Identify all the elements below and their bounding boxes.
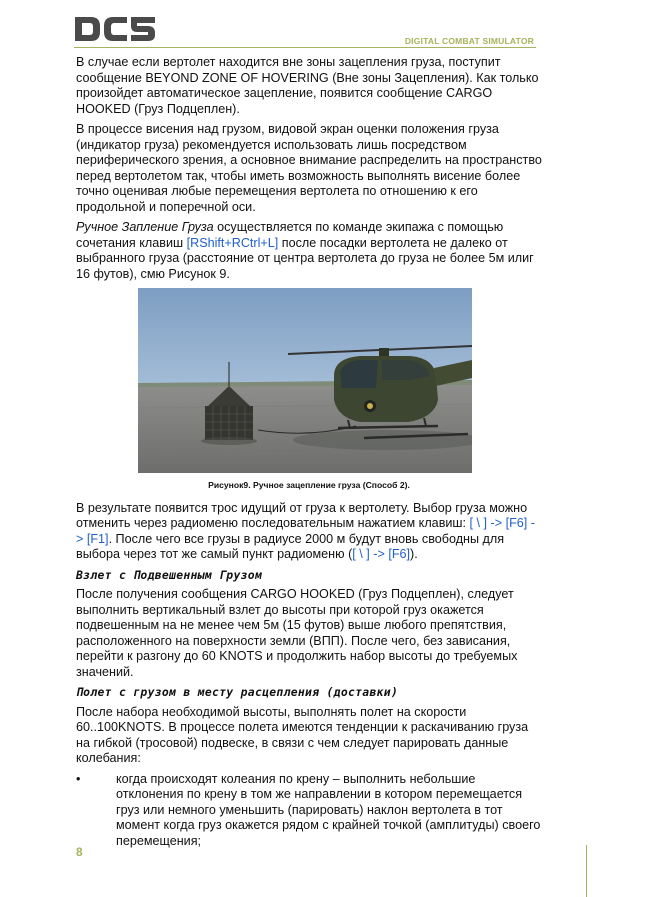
simulator-title: DIGITAL COMBAT SIMULATOR [404,36,534,46]
paragraph-flight: После набора необходимой высоты, выполнять полет на скорости 60..100KNOTS. В процессе полета имеются тенденции к раскачиванию груза на гибкой (тросовой) подвеске, в связи с чем следует парировать данные колебания: [76,704,529,765]
section-heading-flight: Полет с грузом в месту расцепления (доставки) [76,685,399,699]
section-heading-takeoff: Взлет с Подвешенным Грузом [76,567,263,582]
figure-manual-cargo-hook [138,288,472,473]
manual-hook-term: Ручное Запление Груза [76,220,214,234]
key-f6: [F6] [505,516,528,530]
key-radio-menu: [ \ ] [469,516,488,530]
dcs-logo [74,14,156,44]
list-item [76,772,542,850]
key-f1: [F1] [86,531,109,546]
key-combo-manual-hook: [RShift+RCtrl+L] [186,235,279,250]
key-f6-2: [F6] [388,547,411,561]
paragraph-cancel-selection: В результате появится трос идущий от груза к вертолету. Выбор груза можно отменить через радиоменю последовательным нажатием клавиш: [ \ ] -> [F6] -> [F1]. После чего все грузы в радиусе 2000 м будут вновь свободны для выбора через тот же самый пункт радиоменю ([ \ ] -> [F6]). [76,500,535,561]
paragraph-beyond-zone: В случае если вертолет находится вне зоны зацепления груза, поступит сообщение BEYOND ZONE OF HOVERING (Вне зоны Зацепления). Как только произойдет автоматическое зацепление, появится сообщение CARGO HOOKED (Груз Подцеплен). [76,55,539,116]
key-radio-menu-2: [ \ ] [352,547,370,561]
paragraph-takeoff: После получения сообщения CARGO HOOKED (Груз Подцеплен), следует выполнить вертикальный взлет до высоты при которой груз окажется подвешенным на не менее чем 5м (15 футов) выше любого препятствия, расположенного на поверхности земли (ВПП). После чего, без зависания, перейти к разгону до 60 KNOTS и продолжить набор высоты до требуемых значений. [76,587,518,679]
header-divider [74,47,536,48]
figure-caption: Рисунок9. Ручное зацепление груза (Способ 2). [208,480,410,490]
page-number: 8 [76,845,83,859]
paragraph-hover-indicator: В процессе висения над грузом, видовой экран оценки положения груза (индикатор груза) рекомендуется использовать лишь посредством периферического зрения, а основное внимание распределить на пространство перед вертолетом так, чтобы иметь возможность выполнять висение более точно оценивая любые перемещения вертолета по отношению к его продольной и поперечной оси. [76,122,542,214]
paragraph-manual-hook: Ручное Запление Груза осуществляется по команде экипажа с помощью сочетания клавиш [RShift+RCtrl+L] после посадки вертолета не далеко от выбранного груза (расстояние от центра вертолета до груза не более 5м илиг 16 футов), смю Рисунок 9. [76,220,534,281]
footer-divider [586,845,587,897]
document-body [76,55,542,849]
list-item-text: когда происходят колеания по крену – выполнить небольшие отклонения по крену в том же направлении в котором перемещается груз или немного уменьшить (парировать) наклон вертолета в тот момент когда груз окажется рядом с крайней точкой (амплитуды) своего перемещения; [116,771,541,848]
bullet-icon: • [76,771,81,786]
